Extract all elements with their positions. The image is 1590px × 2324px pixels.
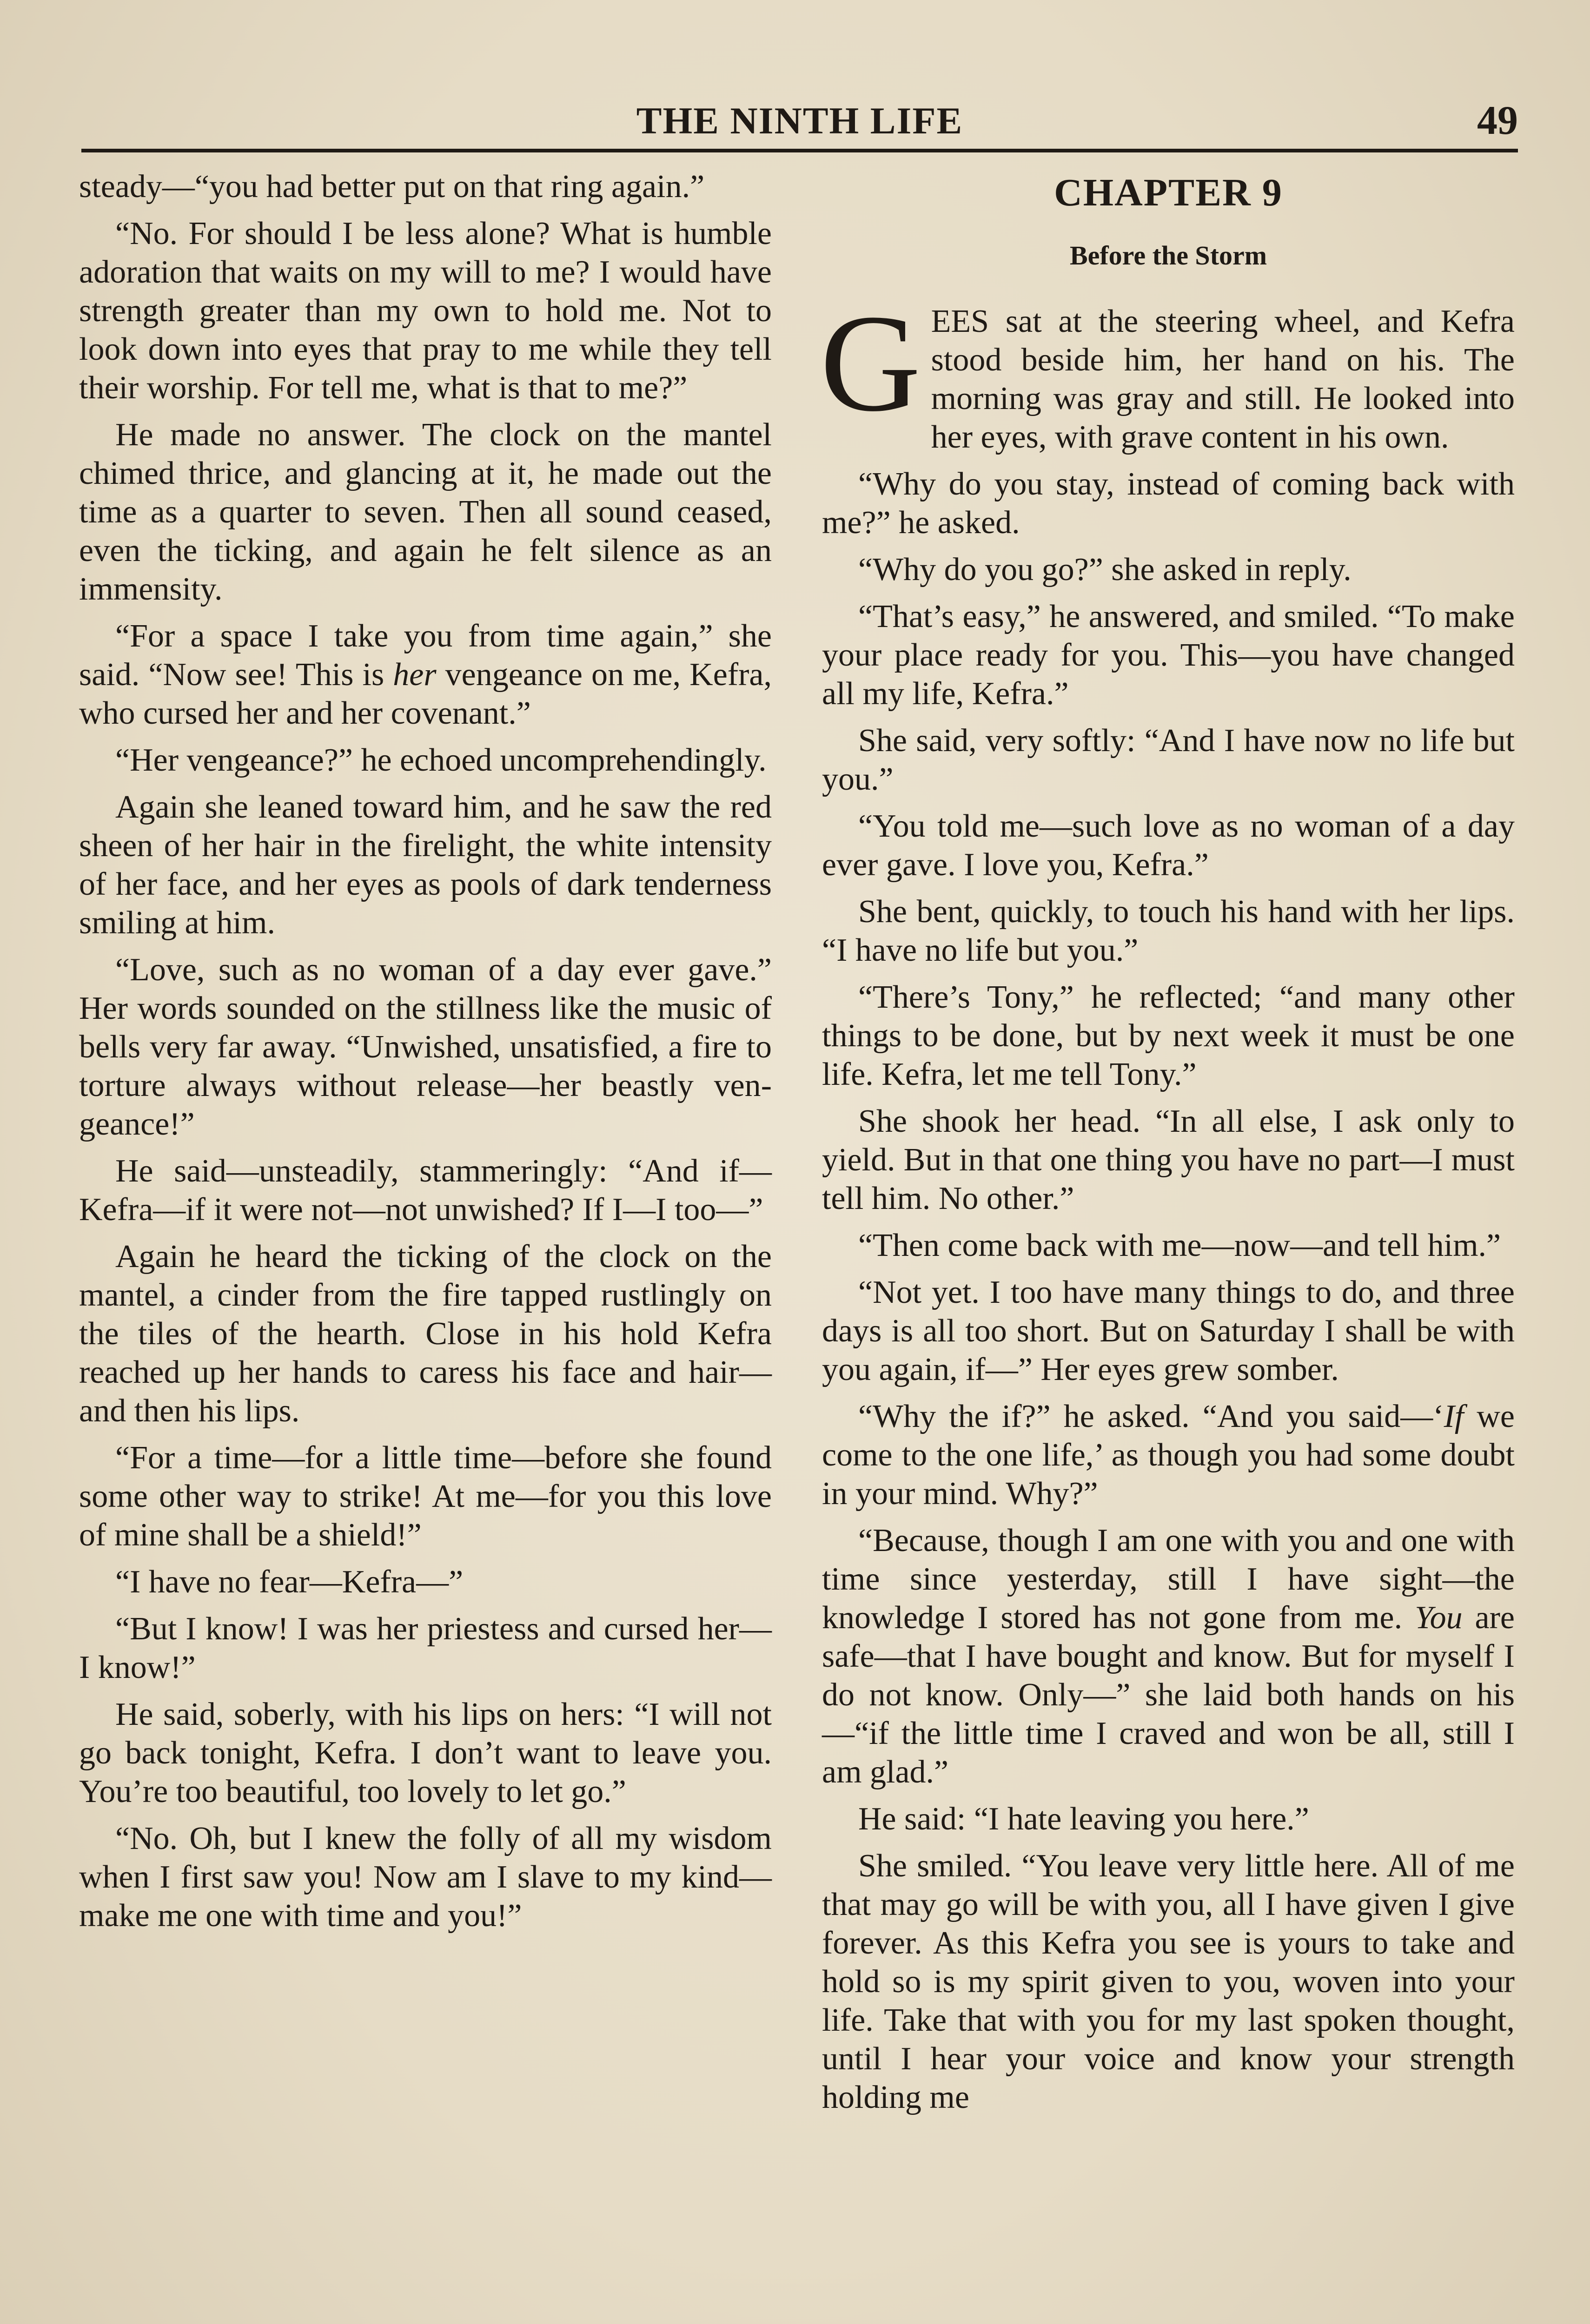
paragraph: steady—“you had better put on that ring again.” [79,169,705,205]
paragraph: He said, soberly, with his lips on hers: “I will not go back tonight, Kefra. I don’t want to leave you. You’re too beautiful, too lovely to let go.” [79,1697,772,1809]
chapter-subtitle: Before the Storm [1069,240,1267,271]
text-run: “Because, though I am one with you and one with time since yesterday, still I have sight—the knowledge I stored has not gone from me. [822,1523,1515,1636]
paragraph: “Her vengeance?” he echoed uncomprehendingly. [115,742,767,778]
chapter-opening-paragraph [820,286,1515,456]
paragraph: “Why do you stay, instead of coming back with me?” he asked. [822,466,1515,541]
italic-word: her [393,657,437,693]
text-run: we come to the one life,’ as though you had some doubt in your mind. Why?” [822,1399,1515,1512]
paragraph: “No. For should I be less alone? What is humble adoration that waits on my will to me? I would have strength greater than my own to hold me. Not to look down into eyes that pray to me while they tell their worship. For tell me, what is that to me?” [79,216,772,406]
italic-word: You [1415,1600,1463,1636]
paragraph: “I have no fear—Kefra—” [115,1564,464,1600]
paragraph: She shook her head. “In all else, I ask only to yield. But in that one thing you have no part—I must tell him. No other.” [822,1103,1515,1216]
paragraph: He said—unsteadily, stammeringly: “And if—Kefra—if it were not—not unwished? If I—I too—” [79,1153,772,1228]
paragraph: Again he heard the ticking of the clock on the mantel, a cinder from the fire tapped rustlingly on the tiles of the hearth. Close in his hold Kefra reached up her hands to caress his face and hair—and then his lips. [79,1239,772,1429]
paragraph: “No. Oh, but I knew the folly of all my wisdom when I first saw you! Now am I slave to my kind—make me one with time and you!” [79,1821,772,1934]
drop-cap: G [820,286,921,440]
paragraph: “You told me—such love as no woman of a day ever gave. I love you, Kefra.” [822,808,1515,883]
paragraph: “Not yet. I too have many things to do, and three days is all too short. But on Saturday I shall be with you again, if—” Her eyes grew somber. [822,1274,1515,1387]
paragraph: “There’s Tony,” he reflected; “and many other things to be done, but by next week it must be one life. Kefra, let me tell Tony.” [822,979,1515,1092]
paragraph: She said, very softly: “And I have now no life but you.” [822,723,1515,797]
paragraph: She bent, quickly, to touch his hand with her lips. “I have no life but you.” [822,894,1515,968]
paragraph: He made no answer. The clock on the mantel chimed thrice, and glancing at it, he made out the time as a quarter to seven. Then all sound ceased, even the ticking, and again he felt silence as an immensity. [79,417,772,607]
chapter-title: CHAPTER 9 [1054,171,1283,214]
paragraph [79,617,772,733]
paragraph: Again she leaned toward him, and he saw the red sheen of her hair in the firelight, the white intensity of her face, and her eyes as pools of dark tenderness smiling at him. [79,789,772,941]
left-column [79,167,772,1943]
page-header [81,95,1518,146]
text-run: EES sat at the steering wheel, and Kefra stood beside him, her hand on his. The morning was gray and still. He looked into her eyes, with grave content in his own. [931,304,1515,455]
paragraph: “Why do you go?” she asked in reply. [858,552,1352,588]
paragraph: He said: “I hate leaving you here.” [858,1801,1309,1837]
header-rule [81,149,1518,152]
paragraph [822,1397,1515,1513]
right-column [822,167,1515,2125]
paragraph: “Love, such as no woman of a day ever gave.” Her words sounded on the stillness like the music of bells very far away. “Unwished, unsatisfied, a fire to torture always without release—her beastly vengeance!” [79,952,772,1142]
paragraph: “Then come back with me—now—and tell him.” [858,1228,1501,1263]
page-number: 49 [1477,98,1518,143]
paragraph: She smiled. “You leave very little here. All of me that may go will be with you, all I have given I give forever. As this Kefra you see is yours to take and hold so is my spirit given to you, woven into your life. Take that with you for my last spoken thought, until I hear your voice and know your strength holding me [822,1848,1515,2115]
paragraph [822,1521,1515,1791]
italic-word: If [1444,1399,1464,1434]
text-run: “For a space I take you from time again,” she said. “Now see! This is [79,618,772,693]
text-run: vengeance on me, Kefra, who cursed her and her covenant.” [79,657,772,731]
paragraph: “For a time—for a little time—before she found some other way to strike! At me—for you this love of mine shall be a shield!” [79,1440,772,1553]
text-run: “Why the if?” he asked. “And you said—‘ [858,1399,1444,1434]
text-run: are safe—that I have bought and know. But for myself I do not know. Only—” she laid both hands on his—“if the little time I craved and won be all, still I am glad.” [822,1600,1515,1790]
running-title: THE NINTH LIFE [636,99,963,142]
paragraph: “But I know! I was her priestess and cursed her—I know!” [79,1611,772,1685]
paragraph: “That’s easy,” he answered, and smiled. “To make your place ready for you. This—you have changed all my life, Kefra.” [822,599,1515,712]
